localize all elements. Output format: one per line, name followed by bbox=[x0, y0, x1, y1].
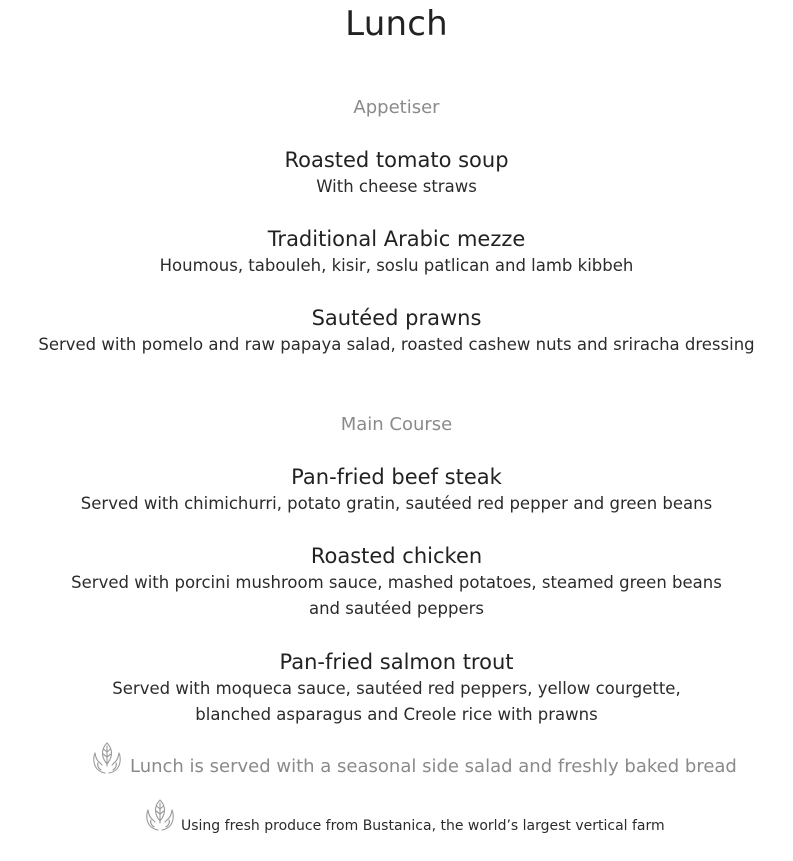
produce-note bbox=[143, 797, 665, 835]
dish-pan-fried-beef-steak bbox=[0, 463, 793, 517]
dish-description-line-2: and sautéed peppers bbox=[308, 599, 485, 618]
dish-name: Sautéed prawns bbox=[311, 306, 482, 330]
dish-name: Pan-fried beef steak bbox=[291, 465, 502, 489]
dish-description-line-1: Served with moqueca sauce, sautéed red peppers, yellow courgette, bbox=[112, 679, 681, 698]
leaf-hands-icon bbox=[143, 797, 177, 835]
dish-name: Traditional Arabic mezze bbox=[267, 227, 526, 251]
section-heading-main-course: Main Course bbox=[340, 414, 453, 435]
section-heading-appetiser: Appetiser bbox=[353, 97, 440, 118]
dish-roasted-chicken bbox=[0, 542, 793, 622]
side-salad-note-text: Lunch is served with a seasonal side salad and freshly baked bread bbox=[130, 756, 737, 777]
dish-description: Houmous, tabouleh, kisir, soslu patlican and lamb kibbeh bbox=[159, 256, 634, 275]
dish-description: Served with pomelo and raw papaya salad, roasted cashew nuts and sriracha dressing bbox=[38, 335, 755, 354]
dish-name: Roasted tomato soup bbox=[284, 148, 509, 172]
dish-description: Served with chimichurri, potato gratin, sautéed red pepper and green beans bbox=[80, 494, 713, 513]
dish-description: With cheese straws bbox=[316, 177, 477, 196]
side-salad-note bbox=[90, 740, 737, 778]
produce-note-text: Using fresh produce from Bustanica, the world’s largest vertical farm bbox=[181, 818, 665, 834]
dish-name: Roasted chicken bbox=[310, 544, 483, 568]
dish-name: Pan-fried salmon trout bbox=[279, 650, 514, 674]
dish-roasted-tomato-soup bbox=[0, 146, 793, 200]
dish-description-line-2: blanched asparagus and Creole rice with prawns bbox=[195, 705, 598, 724]
dish-pan-fried-salmon-trout bbox=[0, 648, 793, 728]
dish-traditional-arabic-mezze bbox=[0, 225, 793, 279]
leaf-hands-icon bbox=[90, 740, 124, 778]
dish-description-line-1: Served with porcini mushroom sauce, mashed potatoes, steamed green beans bbox=[71, 573, 722, 592]
dish-sauteed-prawns bbox=[0, 304, 793, 358]
page-title: Lunch bbox=[345, 4, 448, 44]
